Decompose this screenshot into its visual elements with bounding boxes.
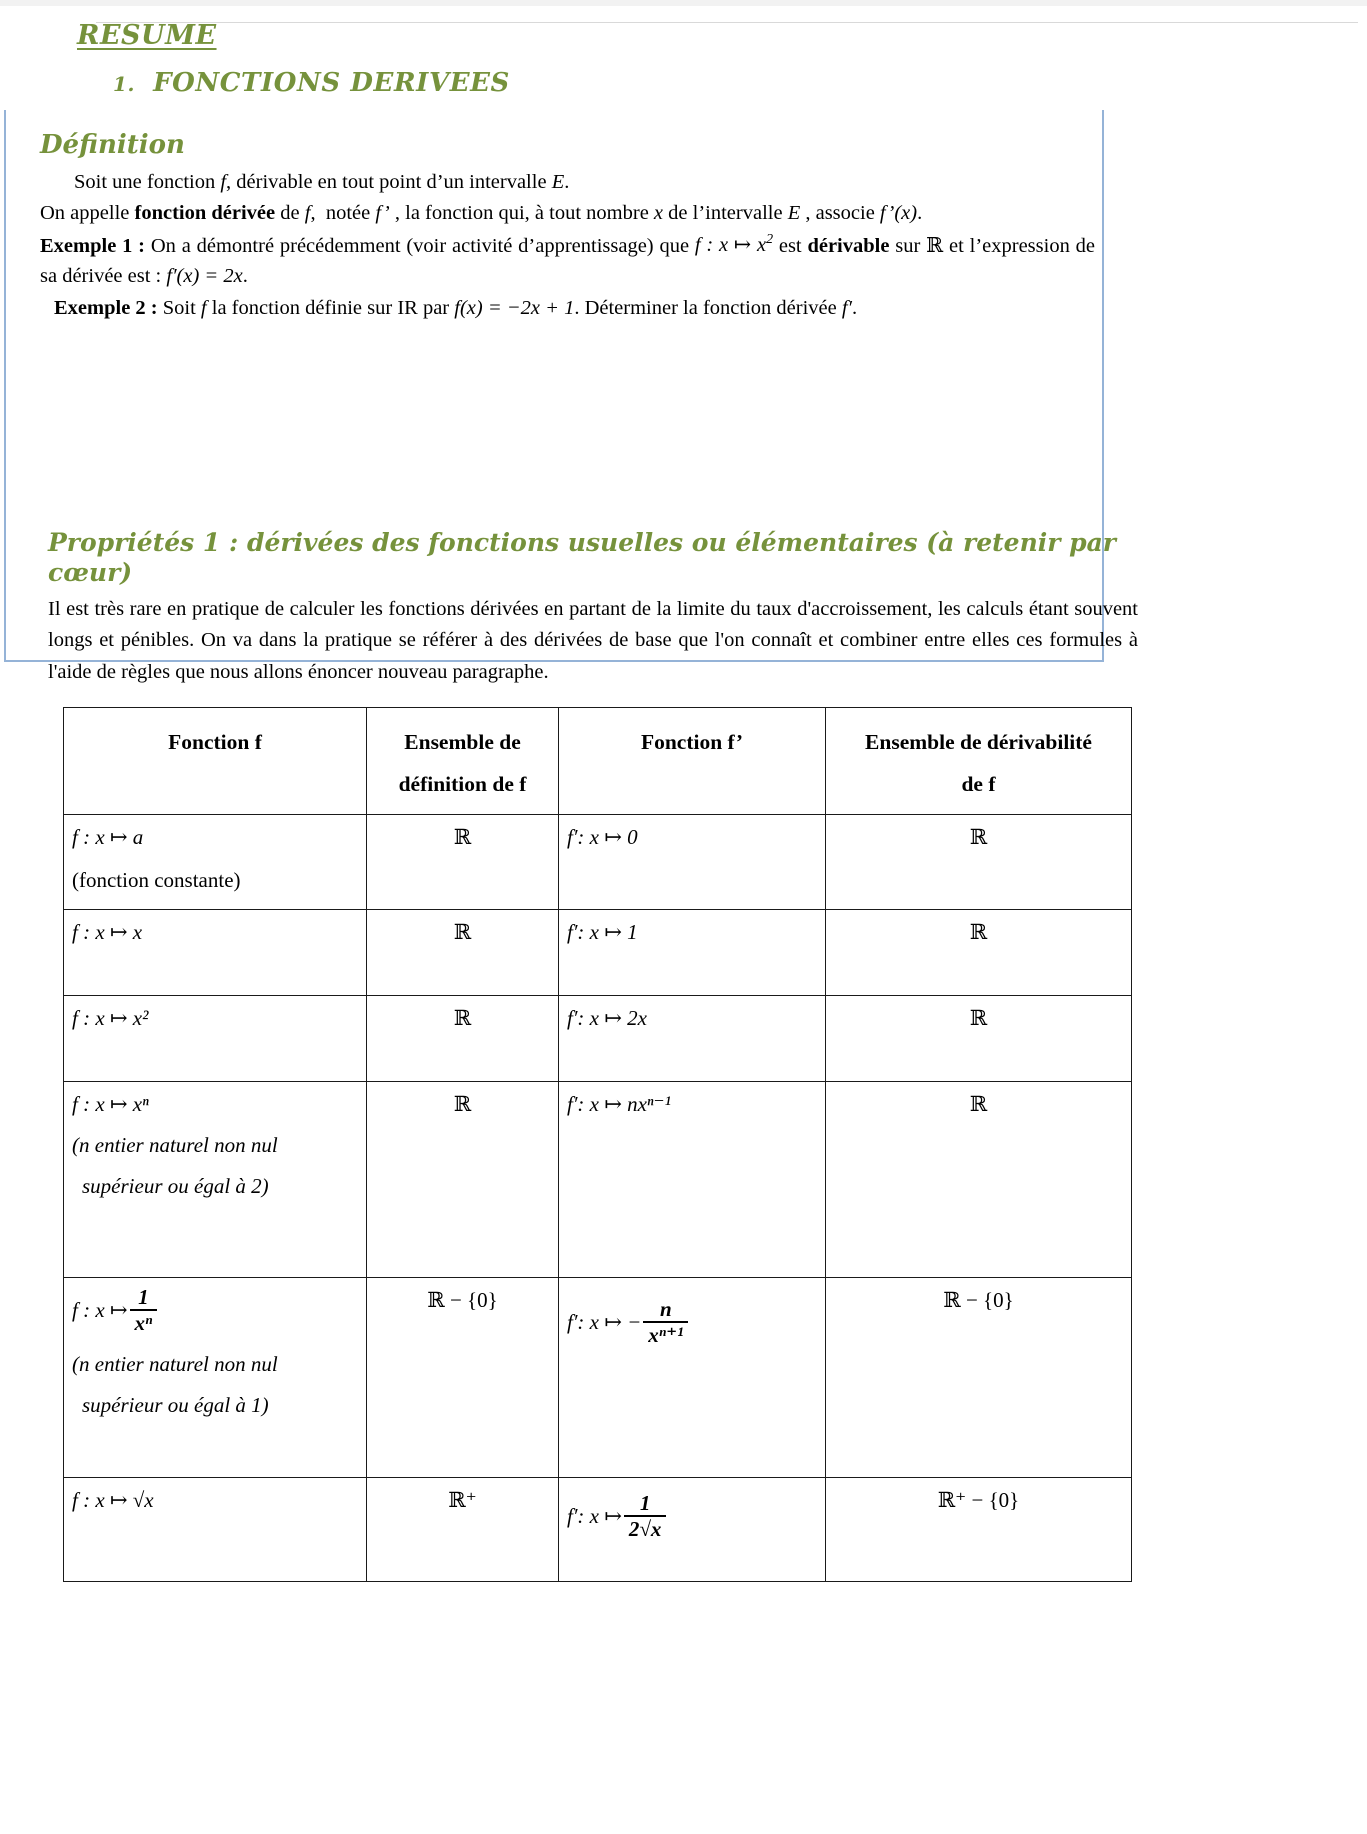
row-constant-derivative bbox=[559, 814, 826, 909]
row-sqrt-function bbox=[64, 1477, 367, 1581]
row-square-function bbox=[64, 995, 367, 1081]
row-power-function bbox=[64, 1081, 367, 1277]
header-derivability-line2: de f bbox=[961, 771, 996, 796]
row-power-function-note-1: (n entier naturel non nul bbox=[72, 1132, 278, 1157]
row-power-function-formula: f : x ↦ xⁿ bbox=[72, 1091, 149, 1116]
row-inverse-power-derivative-prefix: f′: x ↦ − bbox=[567, 1309, 642, 1334]
row-inverse-power-note-2: supérieur ou égal à 1) bbox=[82, 1392, 269, 1417]
example-2-label: Exemple 2 : bbox=[54, 296, 158, 319]
header-derivability-line1: Ensemble de dérivabilité bbox=[865, 730, 1092, 754]
row-sqrt-domain: ℝ⁺ bbox=[367, 1477, 559, 1581]
definition-label: Définition bbox=[40, 130, 185, 160]
definition-box-content bbox=[40, 130, 1138, 684]
properties-paragraph: Il est très rare en pratique de calculer les fonctions dérivées en partant de la limite du taux d'accroissement, les calculs étant souvent longs et pénibles. On va dans la pratique se référer à des dérivées de base que l'on connaît et combiner entre elles ces formules à l'aide de règles que nous allons énoncer nouveau paragraphe. bbox=[48, 597, 1138, 684]
header-rule bbox=[96, 22, 1358, 23]
row-inverse-power-fraction bbox=[130, 1286, 158, 1334]
row-square-derivative-formula: f′: x ↦ 2x bbox=[567, 1005, 647, 1030]
table-row bbox=[64, 995, 1132, 1081]
row-constant-derivability: ℝ bbox=[826, 814, 1132, 909]
row-power-function-note-2: supérieur ou égal à 2) bbox=[82, 1173, 269, 1198]
row-identity-derivability: ℝ bbox=[826, 909, 1132, 995]
row-inverse-power-note-1: (n entier naturel non nul bbox=[72, 1351, 278, 1376]
section-heading-label: FONCTIONS DERIVEES bbox=[153, 68, 510, 98]
row-sqrt-derivative bbox=[559, 1477, 826, 1581]
row-sqrt-derivative-numerator: 1 bbox=[624, 1492, 667, 1517]
row-inverse-power-fraction-numerator: 1 bbox=[130, 1286, 158, 1311]
row-identity-domain: ℝ bbox=[367, 909, 559, 995]
row-constant-derivative-formula: f′: x ↦ 0 bbox=[567, 824, 638, 849]
row-constant-function-formula: f : x ↦ a bbox=[72, 824, 144, 849]
definition-line-1: Soit une fonction f, dérivable en tout point d’un intervalle E. bbox=[74, 171, 570, 194]
row-inverse-power-function bbox=[64, 1277, 367, 1477]
row-identity-function-formula: f : x ↦ x bbox=[72, 919, 143, 944]
header-function-f-label: Fonction f bbox=[168, 730, 262, 754]
properties-heading: Propriétés 1 : dérivées des fonctions usuelles ou élémentaires (à retenir par cœur) bbox=[48, 528, 1116, 587]
row-power-derivative bbox=[559, 1081, 826, 1277]
page-title: RESUME bbox=[77, 20, 217, 51]
row-inverse-power-derivative bbox=[559, 1277, 826, 1477]
row-square-derivative bbox=[559, 995, 826, 1081]
header-function-fprime-label: Fonction f’ bbox=[640, 730, 744, 754]
row-power-derivative-formula: f′: x ↦ nxⁿ⁻¹ bbox=[567, 1091, 671, 1116]
row-inverse-power-function-prefix: f : x ↦ bbox=[72, 1297, 128, 1322]
table-row bbox=[64, 1081, 1132, 1277]
row-sqrt-derivative-denominator: 2√x bbox=[628, 1516, 662, 1541]
row-inverse-power-derivative-denominator: xⁿ⁺¹ bbox=[648, 1322, 684, 1347]
row-identity-function bbox=[64, 909, 367, 995]
row-identity-derivative-formula: f′: x ↦ 1 bbox=[567, 919, 638, 944]
example-1-label: Exemple 1 : bbox=[40, 234, 146, 257]
row-constant-function bbox=[64, 814, 367, 909]
row-identity-derivative bbox=[559, 909, 826, 995]
row-sqrt-derivability: ℝ⁺ − {0} bbox=[826, 1477, 1132, 1581]
row-sqrt-derivative-fraction bbox=[624, 1492, 667, 1540]
row-inverse-power-derivative-fraction bbox=[643, 1298, 688, 1346]
row-power-domain: ℝ bbox=[367, 1081, 559, 1277]
row-inverse-power-derivative-numerator: n bbox=[643, 1298, 688, 1323]
row-constant-domain: ℝ bbox=[367, 814, 559, 909]
example-2: Exemple 2 : Soit f la fonction définie sur IR par f(x) = −2x + 1. Déterminer la fonction dérivée f′. bbox=[54, 296, 858, 319]
row-sqrt-function-formula: f : x ↦ √x bbox=[72, 1487, 154, 1512]
row-sqrt-derivative-prefix: f′: x ↦ bbox=[567, 1503, 622, 1528]
row-inverse-power-derivability: ℝ − {0} bbox=[826, 1277, 1132, 1477]
table-row bbox=[64, 814, 1132, 909]
table-header-row bbox=[64, 708, 1132, 815]
section-heading bbox=[113, 68, 510, 98]
example-1: Exemple 1 : On a démontré précédemment (voir activité d’apprentissage) que f : x ↦ $x^2$ est dérivable sur ℝ et l’expression de sa dérivée est : f′(x) = 2x. bbox=[40, 232, 1096, 288]
row-square-function-formula: f : x ↦ x² bbox=[72, 1005, 149, 1030]
header-function-f bbox=[64, 708, 367, 815]
table-row bbox=[64, 1477, 1132, 1581]
row-constant-function-note: (fonction constante) bbox=[72, 867, 241, 892]
derivatives-table bbox=[63, 707, 1132, 1582]
header-domain bbox=[367, 708, 559, 815]
header-domain-line1: Ensemble de bbox=[404, 730, 521, 754]
header-function-fprime bbox=[559, 708, 826, 815]
table-row bbox=[64, 909, 1132, 995]
row-square-derivability: ℝ bbox=[826, 995, 1132, 1081]
page-top-strip bbox=[0, 0, 1367, 6]
row-inverse-power-domain: ℝ − {0} bbox=[367, 1277, 559, 1477]
header-domain-line2: définition de f bbox=[398, 771, 527, 796]
row-inverse-power-fraction-denominator: xⁿ bbox=[134, 1310, 153, 1335]
row-power-derivability: ℝ bbox=[826, 1081, 1132, 1277]
section-number: 1. bbox=[113, 72, 136, 96]
table-row bbox=[64, 1277, 1132, 1477]
header-derivability bbox=[826, 708, 1132, 815]
row-square-domain: ℝ bbox=[367, 995, 559, 1081]
definition-line-2: On appelle fonction dérivée de f, notée f’ , la fonction qui, à tout nombre x de l’intervalle E , associe f’(x). bbox=[40, 202, 923, 225]
